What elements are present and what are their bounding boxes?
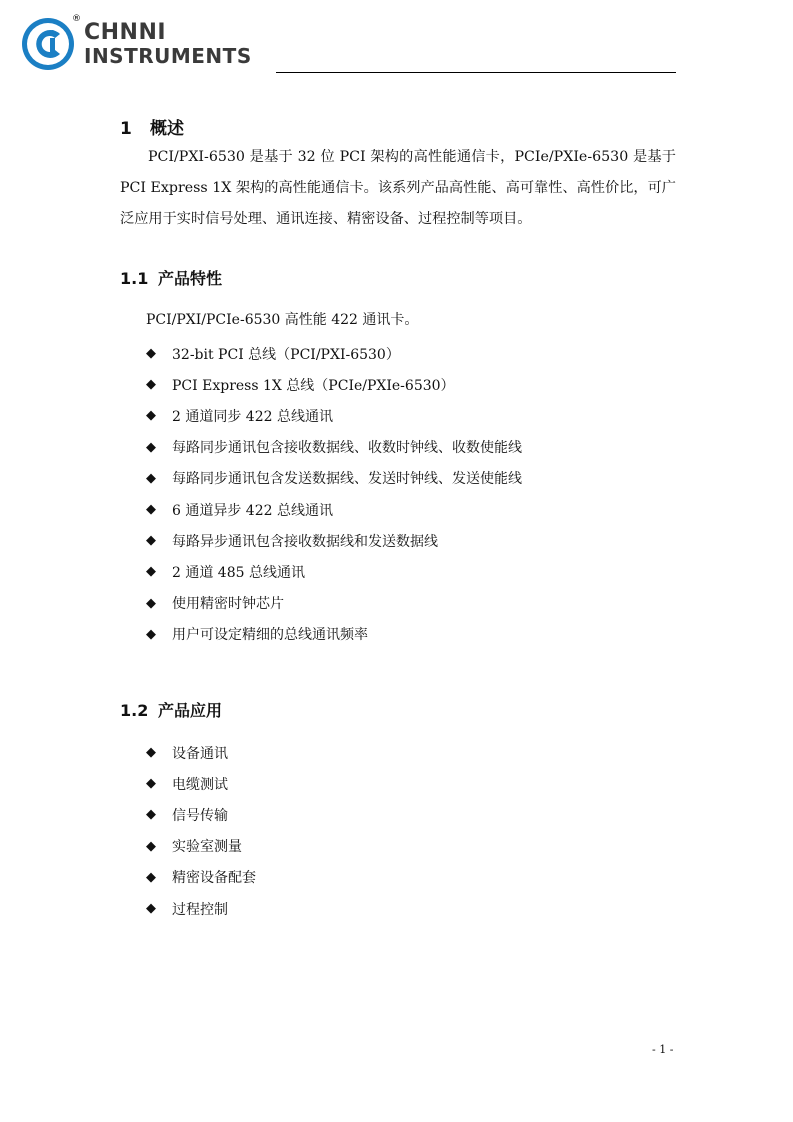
list-item-text: 电缆测试 [172, 776, 228, 793]
list-item [146, 588, 522, 619]
list-item-text: PCI Express 1X 总线（PCIe/PXIe-6530） [172, 377, 455, 394]
list-item [146, 432, 522, 463]
diamond-bullet-icon: ◆ [146, 564, 156, 580]
list-item-text: 2 通道 485 总线通讯 [172, 564, 305, 581]
chnni-logo-icon [20, 16, 76, 72]
diamond-bullet-icon: ◆ [146, 626, 156, 642]
diamond-bullet-icon: ◆ [146, 901, 156, 917]
list-item-text: 6 通道异步 422 总线通讯 [172, 502, 333, 519]
list-item [146, 494, 522, 525]
features-list [146, 338, 522, 650]
list-item-text: 每路同步通讯包含接收数据线、收数时钟线、收数使能线 [172, 440, 522, 457]
diamond-bullet-icon: ◆ [146, 377, 156, 393]
list-item [146, 463, 522, 494]
diamond-bullet-icon: ◆ [146, 346, 156, 362]
list-item [146, 400, 522, 431]
page-number: - 1 - [652, 1043, 674, 1056]
diamond-bullet-icon: ◆ [146, 470, 156, 486]
brand-name-line1: CHNNI [84, 20, 167, 45]
list-item [146, 893, 256, 924]
section-heading-overview [120, 114, 184, 139]
list-item [146, 831, 256, 862]
list-item-text: 设备通讯 [172, 745, 228, 762]
list-item [146, 799, 256, 830]
list-item [146, 768, 256, 799]
list-item [146, 338, 522, 369]
diamond-bullet-icon: ◆ [146, 595, 156, 611]
list-item [146, 525, 522, 556]
diamond-bullet-icon: ◆ [146, 869, 156, 885]
list-item [146, 369, 522, 400]
diamond-bullet-icon: ◆ [146, 502, 156, 518]
list-item-text: 每路异步通讯包含接收数据线和发送数据线 [172, 533, 438, 550]
diamond-bullet-icon: ◆ [146, 408, 156, 424]
diamond-bullet-icon: ◆ [146, 533, 156, 549]
section-title: 概述 [150, 119, 184, 139]
diamond-bullet-icon: ◆ [146, 776, 156, 792]
section-number: 1.1 [120, 269, 149, 288]
diamond-bullet-icon: ◆ [146, 838, 156, 854]
section-title: 产品特性 [158, 269, 223, 288]
section-heading-applications [120, 698, 222, 721]
brand-name-line2: INSTRUMENTS [84, 44, 252, 68]
diamond-bullet-icon: ◆ [146, 439, 156, 455]
diamond-bullet-icon: ◆ [146, 807, 156, 823]
header-divider [276, 72, 676, 73]
list-item-text: 实验室测量 [172, 839, 242, 856]
company-logo [20, 14, 280, 74]
list-item-text: 2 通道同步 422 总线通讯 [172, 408, 333, 425]
list-item-text: 用户可设定精细的总线通讯频率 [172, 627, 368, 644]
list-item [146, 862, 256, 893]
list-item-text: 精密设备配套 [172, 870, 256, 887]
section-number: 1.2 [120, 701, 149, 720]
list-item-text: 32-bit PCI 总线（PCI/PXI-6530） [172, 346, 400, 363]
section-title: 产品应用 [158, 701, 223, 720]
list-item-text: 使用精密时钟芯片 [172, 596, 284, 613]
list-item-text: 每路同步通讯包含发送数据线、发送时钟线、发送使能线 [172, 471, 522, 488]
list-item [146, 556, 522, 587]
features-intro: PCI/PXI/PCIe-6530 高性能 422 通讯卡。 [146, 312, 419, 328]
section-number: 1 [120, 119, 132, 139]
list-item-text: 过程控制 [172, 901, 228, 918]
list-item [146, 619, 522, 650]
diamond-bullet-icon: ◆ [146, 745, 156, 761]
section-heading-features [120, 266, 222, 289]
list-item [146, 737, 256, 768]
registered-mark: ® [72, 14, 81, 24]
applications-list [146, 737, 256, 924]
list-item-text: 信号传输 [172, 807, 228, 824]
overview-paragraph: PCI/PXI-6530 是基于 32 位 PCI 架构的高性能通信卡，PCIe/PXIe-6530 是基于 PCI Express 1X 架构的高性能通信卡。该系列产品高性能、高可靠性、高性价比，可广泛应用于实时信号处理、通讯连接、精密设备、过程控制等项目。 [120, 149, 676, 227]
